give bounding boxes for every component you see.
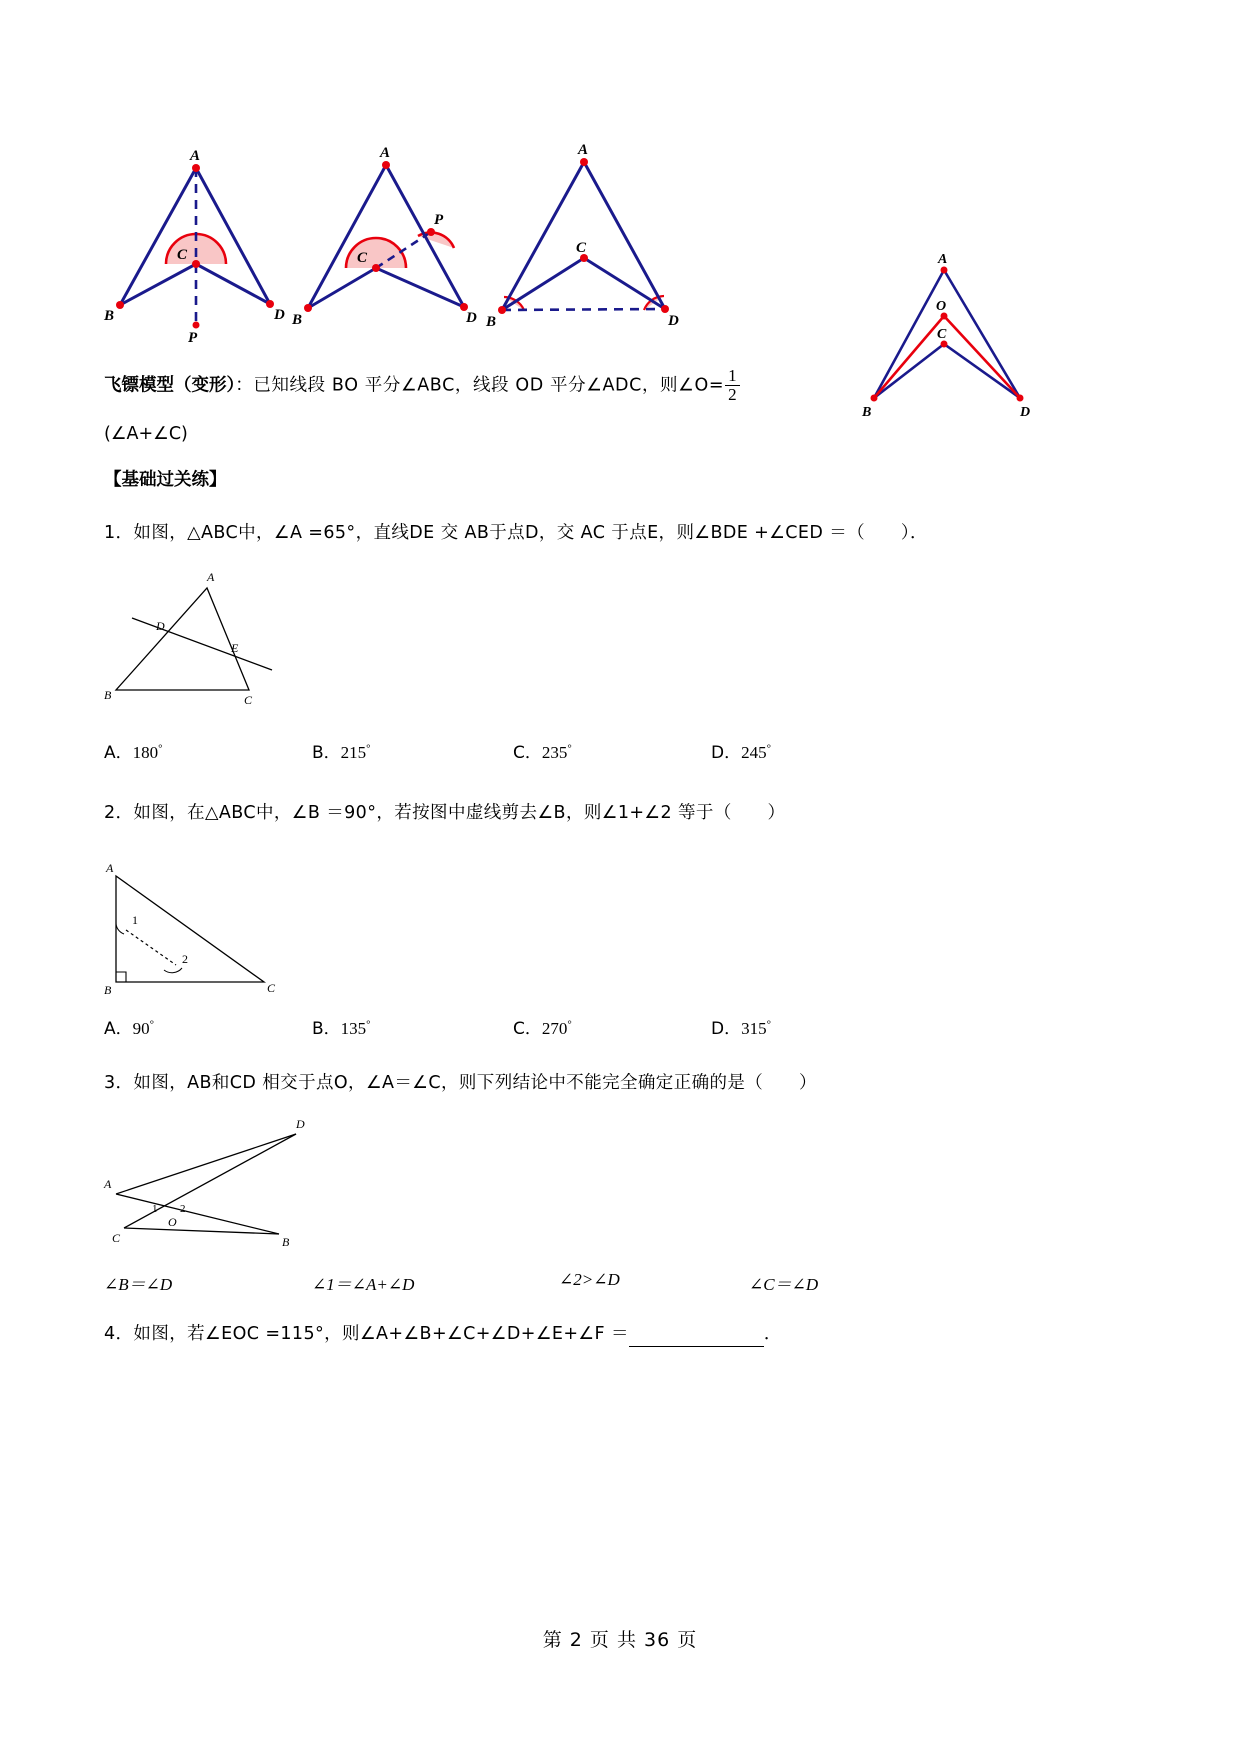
svg-text:C: C [112, 1231, 121, 1245]
svg-text:B: B [104, 308, 115, 324]
answer-blank-line[interactable] [629, 1330, 764, 1347]
svg-text:B: B [292, 312, 303, 328]
svg-text:D: D [274, 307, 285, 323]
page-footer [0, 1625, 1240, 1652]
svg-text:C: C [267, 981, 276, 995]
svg-text:A: A [380, 145, 391, 161]
svg-text:B: B [862, 405, 872, 420]
dart-model-title: 飞镖模型（变形） [104, 375, 236, 396]
svg-text:B: B [486, 314, 497, 330]
q3-option-c[interactable]: ∠2>∠D [559, 1270, 620, 1289]
q1-triangle-figure [104, 570, 304, 710]
svg-text:D: D [156, 619, 165, 633]
svg-text:C: C [576, 240, 587, 256]
dart-model-fig-3 [486, 140, 702, 340]
section-heading-basic-practice: 【基础过关练】 [104, 470, 227, 490]
q1-option-d[interactable]: D．245° [711, 742, 771, 763]
svg-text:B: B [104, 983, 112, 997]
q1-option-c[interactable]: C．235° [513, 742, 572, 763]
q2-right-triangle-figure [104, 860, 304, 995]
dart-model-continuation: (∠A+∠C) [104, 424, 188, 444]
svg-text:P: P [434, 212, 444, 228]
svg-text:1: 1 [132, 913, 138, 927]
svg-text:A: A [106, 861, 114, 875]
svg-text:B: B [282, 1235, 290, 1249]
q2-option-a[interactable]: A．90° [104, 1018, 155, 1039]
q1-option-a[interactable]: A．180° [104, 742, 163, 763]
dart-model-fig-2 [294, 140, 504, 340]
q3-option-b[interactable]: ∠1＝∠A+∠D [312, 1275, 415, 1294]
q3-option-a[interactable]: ∠B＝∠D [104, 1275, 173, 1294]
question-1-text: 1．如图，△ABC中，∠A =65°，直线DE 交 AB于点D，交 AC 于点E，则∠BDE +∠CED ＝（ ）． [104, 523, 928, 543]
q3-crossing-lines-figure [104, 1116, 334, 1251]
dart-model-fig-1 [104, 140, 314, 346]
question-3-options [104, 1270, 934, 1296]
svg-text:A: A [190, 148, 201, 164]
q2-option-d[interactable]: D．315° [711, 1018, 771, 1039]
svg-text:2: 2 [180, 1203, 186, 1215]
svg-text:C: C [357, 250, 368, 266]
dart-model-intro-line [104, 368, 1004, 405]
page-number-text: 第 2 页 共 36 页 [542, 1629, 698, 1651]
svg-text:1: 1 [152, 1203, 158, 1215]
svg-text:A: A [578, 142, 589, 158]
svg-text:P: P [188, 330, 198, 346]
svg-text:D: D [1020, 405, 1031, 420]
fraction-denominator: 2 [725, 385, 740, 404]
svg-text:B: B [104, 688, 112, 702]
svg-text:E: E [231, 641, 239, 655]
question-2-text: 2．如图，在△ABC中，∠B ＝90°，若按图中虚线剪去∠B，则∠1+∠2 等于（ ） [104, 803, 786, 823]
svg-text:2: 2 [182, 952, 188, 966]
svg-text:C: C [177, 247, 188, 263]
question-2-options [104, 1014, 904, 1040]
one-half-fraction [725, 367, 740, 404]
q3-option-d[interactable]: ∠C＝∠D [749, 1275, 819, 1294]
svg-text:D: D [466, 310, 477, 326]
q2-option-b[interactable]: B．135° [312, 1018, 371, 1039]
svg-text:D: D [296, 1117, 305, 1131]
question-4-text: 4．如图，若∠EOC =115°，则∠A+∠B+∠C+∠D+∠E+∠F ＝ ． [104, 1320, 1034, 1347]
svg-text:D: D [668, 313, 679, 329]
svg-text:A: A [938, 252, 948, 267]
question-3-text: 3．如图，AB和CD 相交于点O，∠A＝∠C，则下列结论中不能完全确定正确的是（ ） [104, 1073, 817, 1093]
svg-text:C: C [244, 693, 253, 707]
svg-text:O: O [936, 299, 947, 314]
q2-option-c[interactable]: C．270° [513, 1018, 572, 1039]
dart-model-text: ：已知线段 BO 平分∠ABC，线段 OD 平分∠ADC，则∠O= [235, 375, 725, 396]
q1-option-b[interactable]: B．215° [312, 742, 371, 763]
svg-text:A: A [207, 570, 215, 584]
svg-text:A: A [104, 1177, 112, 1191]
fraction-numerator: 1 [728, 366, 737, 385]
question-1-options [104, 738, 904, 764]
svg-text:C: C [937, 327, 947, 342]
svg-text:O: O [168, 1215, 177, 1229]
